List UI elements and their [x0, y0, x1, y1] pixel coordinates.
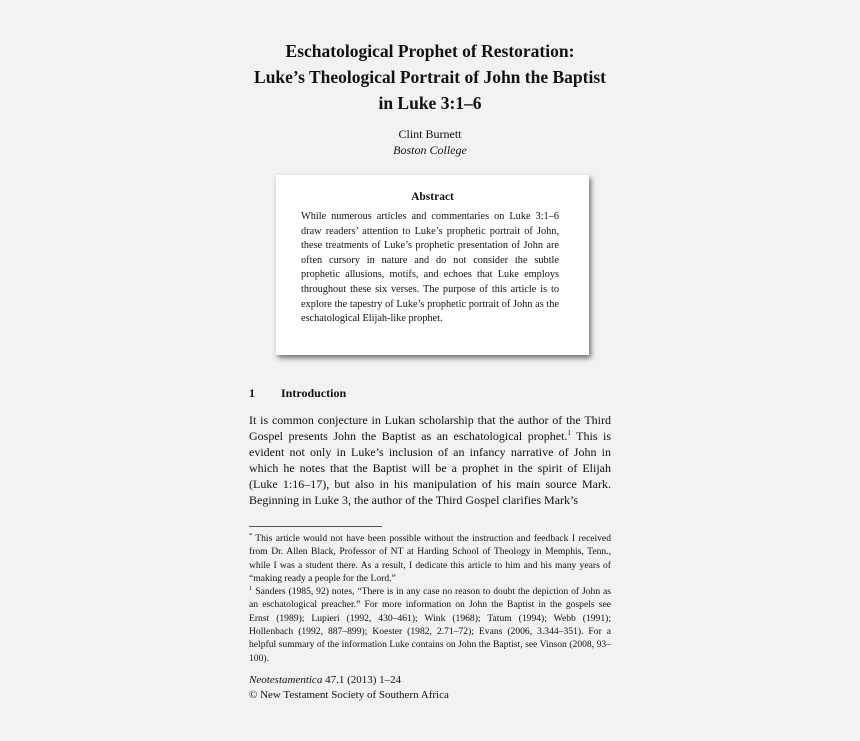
- footnote-text: This article would not have been possible without the instruction and feedback I received from Dr. Allen Black, Professor of NT at Harding School of Theology in Memphis, Tenn., while I was a student there. As a result, I dedicate this article to him and his many years of “making ready a people for the Lord.”: [249, 533, 611, 584]
- journal-issue: 47.1 (2013) 1–24: [322, 674, 402, 686]
- journal-name: Neotestamentica: [249, 674, 323, 686]
- abstract-box: [276, 175, 589, 355]
- author-name: Clint Burnett: [398, 127, 462, 141]
- footnote-text: Sanders (1985, 92) notes, “There is in any case no reason to doubt the depiction of John as an eschatological preacher.” For more information on John the Baptist in the gospels see Ernst (1989); Lupieri (1992, 430–461); Wink (1968); Tatum (1994); Webb (1991); Hollenbach (1992, 887–899); Koester (1982, 2.71–72); Evans (2006, 3.344–351). For a helpful summary of the information Luke contains on John the Baptist, see Vinson (2008, 93–100).: [249, 586, 611, 664]
- footnotes: [249, 532, 611, 665]
- footnote: [249, 585, 611, 665]
- footnote-divider: [249, 526, 382, 527]
- body-text-part-1: It is common conjecture in Lukan scholarship that the author of the Third Gospel presents John the Baptist as an eschatological prophet.: [249, 413, 611, 443]
- footnote-mark: *: [249, 532, 253, 539]
- section-number: 1: [249, 386, 255, 400]
- body-text-part-2: This is evident not only in Luke’s inclusion of an infancy narrative of John in which he notes that the Baptist will be a prophet in the spirit of Elijah (Luke 1:16–17), but also in his manipulation of his main source Mark. Beginning in Luke 3, the author of the Third Gospel clarifies Mark’s: [249, 429, 612, 507]
- journal-copyright: © New Testament Society of Southern Africa: [249, 689, 449, 701]
- paper-title: [200, 38, 660, 116]
- journal-info: [249, 673, 449, 703]
- footnote-reference[interactable]: 1: [567, 429, 571, 437]
- section-heading: [249, 386, 346, 401]
- title-line-3: in Luke 3:1–6: [378, 93, 482, 113]
- author-affiliation: Boston College: [393, 143, 467, 157]
- author-block: [200, 126, 660, 158]
- section-title: Introduction: [281, 386, 347, 400]
- title-line-1: Eschatological Prophet of Restoration:: [285, 41, 575, 61]
- abstract-text: While numerous articles and commentaries on Luke 3:1–6 draw readers’ attention to Luke’s prophetic portrait of John, these treatments of Luke’s prophetic presentation of John are often cursory in nature and do not consider the subtle prophetic allusions, motifs, and echoes that Luke employs throughout these six verses. The purpose of this article is to explore the tapestry of Luke’s prophetic portrait of John as the eschatological Elijah-like prophet.: [301, 211, 559, 325]
- footnote-mark: 1: [249, 585, 253, 593]
- footnote: [249, 532, 611, 585]
- abstract-heading: Abstract: [411, 191, 454, 203]
- body-paragraph: [249, 412, 611, 508]
- title-line-2: Luke’s Theological Portrait of John the Baptist: [254, 67, 606, 87]
